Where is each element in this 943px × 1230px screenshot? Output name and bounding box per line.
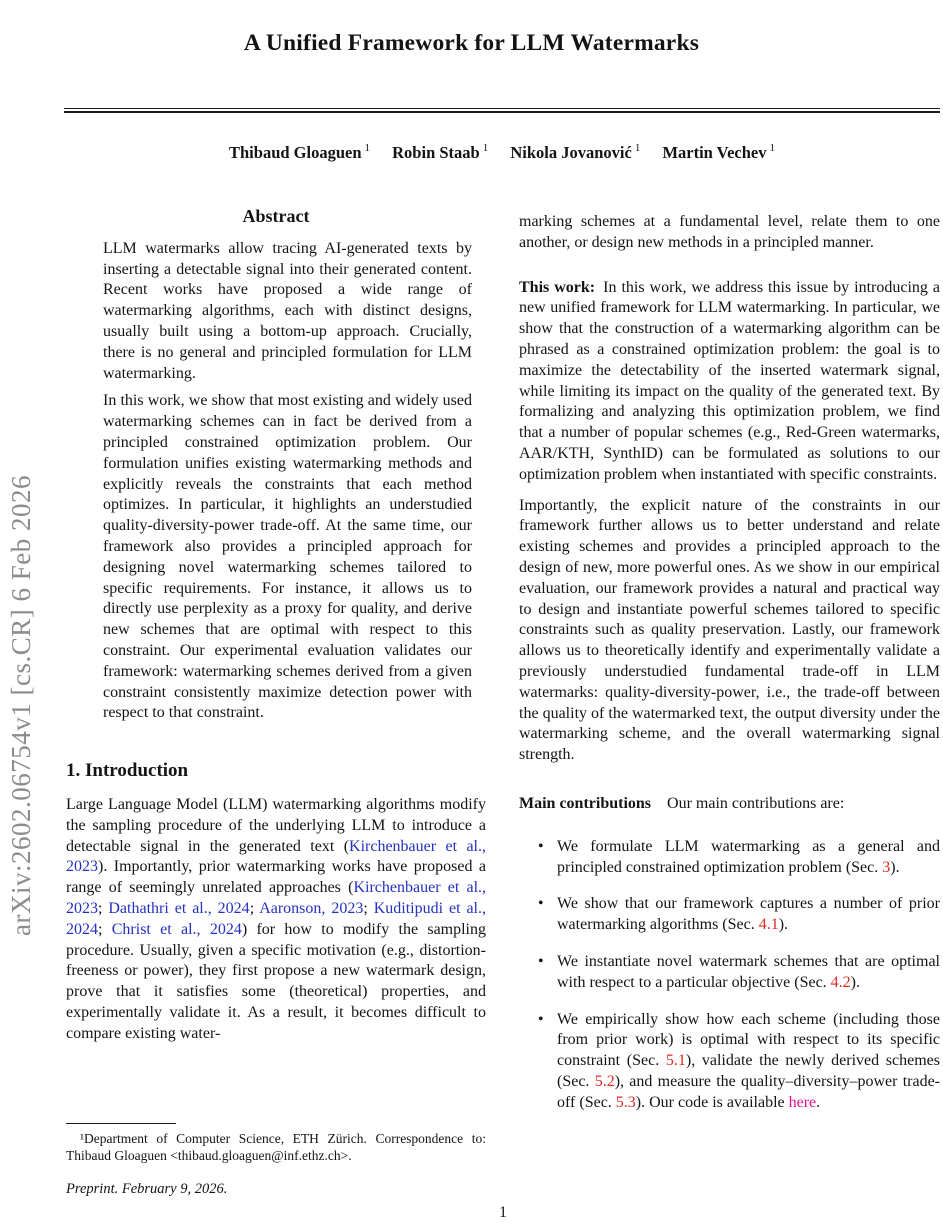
text-run: Large Language Model (LLM) watermarking algorithms modify the sampling procedure of the underlying LLM to introduce a detectable signal in the generated text ( (66, 795, 486, 855)
body-paragraph: marking schemes at a fundamental level, relate them to one another, or design new methods in a principled manner. (519, 213, 940, 251)
bullet-icon: • (538, 952, 544, 970)
abstract-paragraph: LLM watermarks allow tracing AI-generated texts by inserting a detectable signal into their generated content. Recent works have proposed a wide range of watermarking algorithms, each with distinct designs, usually built using a bottom-up approach. Crucially, there is no general and principled formulation for LLM watermarking. (103, 239, 472, 382)
preprint-note: Preprint. February 9, 2026. (66, 1181, 228, 1198)
text-run: ; (249, 899, 260, 917)
text-run: ). (850, 973, 860, 991)
citation-link[interactable]: Aaronson, 2023 (259, 899, 364, 917)
bullet-icon: • (538, 837, 544, 855)
footnote-block (66, 1123, 486, 1200)
author-name: Robin Staab $^1$ (392, 142, 489, 162)
text-run: ; (98, 899, 109, 917)
body-paragraph: Importantly, the explicit nature of the constraints in our framework further allows us to better understand and relate existing schemes and provides a principled approach to the design of new, more powerful ones. As we show in our empirical evaluation, our framework provides a natural and practical way to design and instantiate powerful schemes tailored to specific constraints such as quality preservation. Lastly, our framework allows us to theoretically identify and experimentally validate a previously understudied fundamental trade-off in LLM watermarks: quality-diversity-power, i.e., the trade-off between the quality of the watermarked text, the output diversity under the watermarking scheme, and the overall watermarking signal strength. (519, 496, 940, 764)
abstract-heading: Abstract (242, 206, 310, 226)
author-name: Nikola Jovanović $^1$ (510, 142, 641, 162)
text-run: ). (890, 858, 900, 876)
author-affiliation-mark: 1 (769, 142, 775, 154)
text-run: ). Our code is available (635, 1093, 789, 1111)
list-item-text (557, 895, 940, 933)
citation-link[interactable]: Christ et al., 2024 (111, 920, 242, 938)
bold-text-run: This work: (519, 278, 596, 296)
footnote-rule (66, 1123, 176, 1124)
text-run: ) for how to modify the sampling procedure. Usually, given a specific motivation (e.g., distortion-freeness or power), they first propose a new watermark design, prove that it satisfies some (theoretical) properties, and experimentally validate it. As a result, it becomes difficult to compare existing water- (66, 920, 487, 1042)
citation-link[interactable]: Kuditipudi et al., 2024 (66, 899, 486, 938)
intro-paragraph (66, 795, 486, 1045)
paper-page (0, 30, 943, 1230)
text-run: We empirically show how each scheme (including those from prior work) is optimal with respect to its specific constraint (Sec. (557, 1010, 940, 1070)
text-run: ). (778, 916, 789, 934)
section-heading-introduction: 1. Introduction (66, 760, 189, 782)
abstract-body (103, 239, 472, 731)
bullet-icon: • (538, 1010, 544, 1028)
footnote-text: ¹Department of Computer Science, ETH Zürich. Correspondence to: Thibaud Gloaguen <thibaud.gloaguen@inf.ethz.ch>. (66, 1130, 486, 1163)
list-item (519, 1010, 940, 1114)
this-work-paragraph (519, 278, 940, 486)
list-item (519, 837, 940, 879)
abstract-paragraph: In this work, we show that most existing and widely used watermarking schemes can in fact be derived from a principled constrained optimization problem. Our formulation unifies existing watermarking methods and explicitly reveals the constraints that each method optimizes. In particular, it highlights an understudied quality-diversity-power trade-off. At the same time, our framework also provides a principled approach for designing novel watermarking schemes tailored to specific requirements. For instance, it allows us to directly use perplexity as a proxy for quality, and derive new schemes that are optimal with respect to this constraint. Our experimental evaluation validates our framework: watermarking schemes derived from a given constraint consistently maximize detection power with respect to that constraint. (103, 392, 472, 722)
section-ref-link[interactable]: 5.2 (594, 1072, 615, 1090)
section-ref-link[interactable]: 3 (882, 858, 891, 876)
text-run: ; (98, 920, 112, 938)
section-ref-link[interactable]: 4.2 (830, 973, 851, 991)
section-ref-link[interactable]: 5.1 (665, 1052, 686, 1070)
page-number: 1 (499, 1204, 507, 1221)
author-affiliation-mark: 1 (482, 142, 489, 154)
list-item-text (557, 838, 940, 876)
text-run: Our main contributions are: (651, 794, 845, 812)
author-name: Thibaud Gloaguen $^1$ (229, 142, 371, 162)
title-rule (64, 108, 940, 113)
section-ref-link[interactable]: 4.1 (758, 916, 779, 934)
bold-text-run: Main contributions (519, 794, 652, 812)
contribution-list (519, 837, 940, 1114)
author-name: Martin Vechev $^1$ (662, 142, 775, 162)
text-run: . (816, 1093, 821, 1111)
section-ref-link[interactable]: 5.3 (615, 1093, 636, 1111)
arxiv-watermark: arXiv:2602.06754v1 [cs.CR] 6 Feb 2026 (6, 475, 36, 936)
bullet-icon: • (538, 895, 544, 913)
text-run: ), validate the newly derived schemes (Sec. (557, 1052, 940, 1090)
author-affiliation-mark: 1 (364, 142, 371, 154)
list-item (519, 952, 940, 994)
right-column (519, 212, 940, 1129)
citation-link[interactable]: Kirchenbauer et al., 2023 (66, 879, 487, 917)
text-run: We show that our framework captures a number of prior watermarking algorithms (Sec. (557, 895, 940, 934)
list-item-text (557, 953, 940, 991)
author-line (64, 142, 940, 163)
text-run: ), and measure the quality–diversity–power trade-off (Sec. (557, 1072, 941, 1111)
citation-link[interactable]: Dathathri et al., 2024 (108, 899, 250, 917)
text-run: ). Importantly, prior watermarking works have proposed a range of seemingly unrelated approaches ( (66, 858, 486, 897)
citation-link[interactable]: Kirchenbauer et al., 2023 (66, 837, 486, 876)
left-column (66, 206, 486, 1200)
main-contributions-line (519, 794, 940, 815)
text-run: ; (363, 899, 374, 917)
text-run: We formulate LLM watermarking as a general and principled constrained optimization problem (Sec. (557, 837, 940, 876)
text-run: In this work, we address this issue by introducing a new unified framework for LLM watermarking. In particular, we show that the construction of a watermarking algorithm can be phrased as a constrained optimization problem: the goal is to maximize the detectability of the inserted watermark signal, while limiting its impact on the quality of the generated text. By formalizing and analyzing this optimization problem, we find that a number of popular schemes (e.g., Red-Green watermarks, AAR/KTH, SynthID) can be formulated as solutions to our optimization problem when instantiated with specific constraints. (519, 278, 941, 483)
list-item-text (557, 1011, 940, 1111)
list-item (519, 894, 940, 936)
text-run: We instantiate novel watermark schemes that are optimal with respect to a particular objective (Sec. (557, 952, 940, 991)
author-affiliation-mark: 1 (634, 142, 641, 154)
paper-title: A Unified Framework for LLM Watermarks (243, 30, 700, 56)
external-link[interactable]: here (788, 1093, 817, 1111)
